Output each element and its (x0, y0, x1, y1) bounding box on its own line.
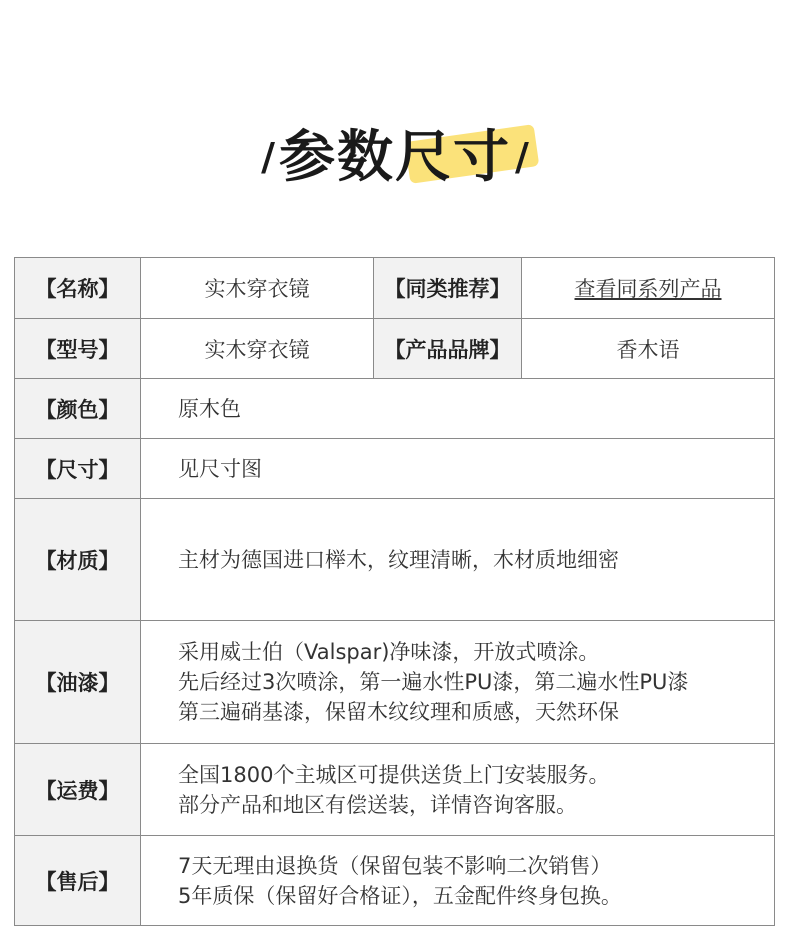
paint-line: 先后经过3次喷涂，第一遍水性PU漆，第二遍水性PU漆 (178, 670, 689, 694)
size-label: 【尺寸】 (15, 439, 141, 499)
brand-value: 香木语 (522, 319, 775, 379)
similar-products-link[interactable]: 查看同系列产品 (574, 277, 722, 301)
color-label: 【颜色】 (15, 379, 141, 439)
after-sales-line: 7天无理由退换货（保留包装不影响二次销售） (178, 853, 612, 878)
section-title (0, 108, 790, 198)
model-value: 实木穿衣镜 (141, 319, 374, 379)
shipping-label: 【运费】 (15, 744, 141, 836)
shipping-line: 全国1800个主城区可提供送货上门安装服务。 (178, 762, 610, 787)
material-label: 【材质】 (15, 499, 141, 621)
paint-line: 第三遍硝基漆，保留木纹纹理和质感，天然环保 (178, 700, 619, 724)
brand-label: 【产品品牌】 (374, 319, 522, 379)
table-row-paint (15, 621, 775, 744)
model-label: 【型号】 (15, 319, 141, 379)
table-row-size (15, 439, 775, 499)
after-sales-label: 【售后】 (15, 836, 141, 926)
spec-table (14, 257, 775, 926)
title-slash-left: / (261, 135, 275, 179)
size-value: 见尺寸图 (141, 439, 775, 499)
similar-label: 【同类推荐】 (374, 258, 522, 319)
table-row-after-sales (15, 836, 775, 926)
material-value: 主材为德国进口榉木，纹理清晰，木材质地细密 (141, 499, 775, 621)
title-slash-right: / (515, 135, 529, 179)
color-value: 原木色 (141, 379, 775, 439)
table-row-material (15, 499, 775, 621)
after-sales-line: 5年质保（保留好合格证），五金配件终身包换。 (178, 883, 622, 908)
table-row-color (15, 379, 775, 439)
after-sales-value (141, 836, 775, 926)
paint-label: 【油漆】 (15, 621, 141, 744)
shipping-line: 部分产品和地区有偿送装，详情咨询客服。 (178, 792, 577, 817)
similar-cell (522, 258, 775, 319)
table-row-model (15, 319, 775, 379)
table-row-name (15, 258, 775, 319)
page-title: 参数尺寸 (279, 125, 511, 190)
paint-line: 采用威士伯（Valspar)净味漆，开放式喷涂。 (178, 640, 600, 664)
shipping-value (141, 744, 775, 836)
name-label: 【名称】 (15, 258, 141, 319)
table-row-shipping (15, 744, 775, 836)
paint-value (141, 621, 775, 744)
name-value: 实木穿衣镜 (141, 258, 374, 319)
